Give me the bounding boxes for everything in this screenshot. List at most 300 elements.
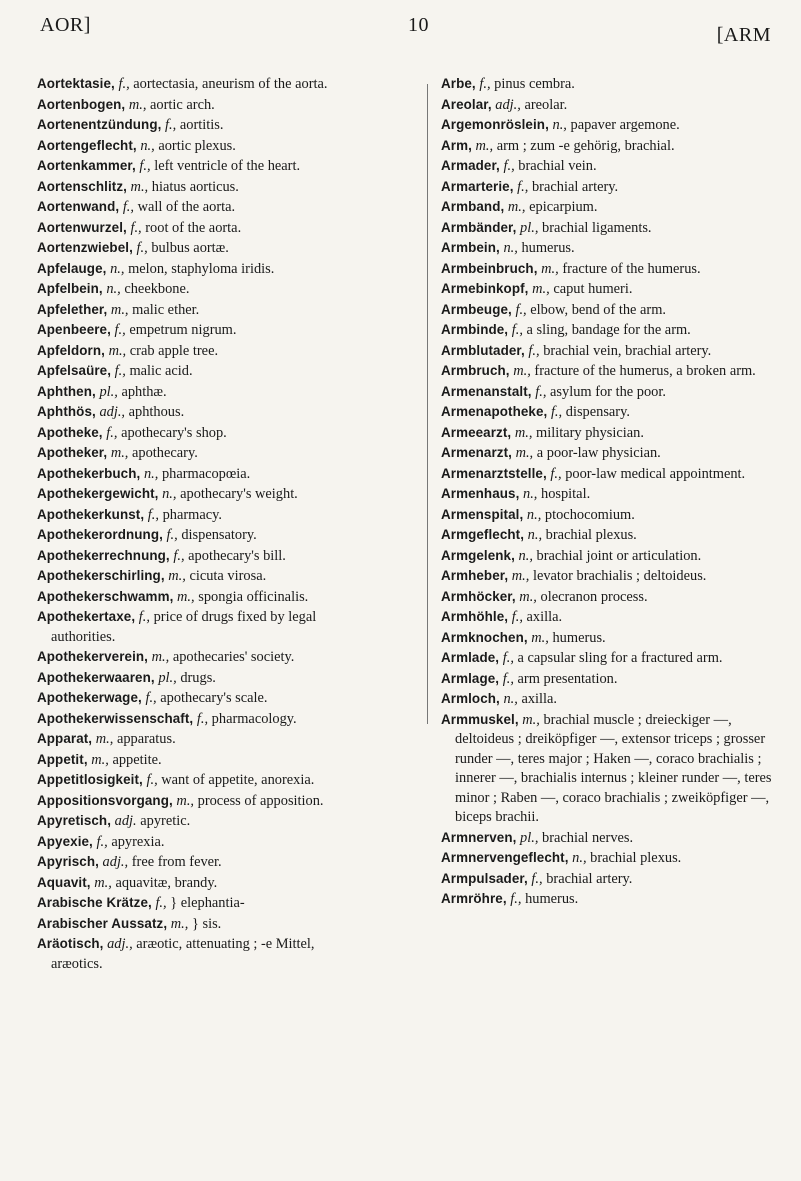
entry-headword: Armknochen, [441,629,528,645]
entry-grammar: m., [110,445,129,461]
entry-definition: pharmacology. [211,710,297,727]
dictionary-entry [441,423,776,444]
entry-grammar: f., [531,870,543,887]
entry-definition: pharmacopœia. [161,465,251,482]
entry-headword: Arbe, [441,76,476,91]
entry-headword: Armgeflecht, [441,527,525,542]
entry-headword: Armader, [441,158,500,173]
entry-headword: Apyretisch, [37,813,112,828]
entry-grammar: m., [95,731,114,747]
entry-definition: appetite. [112,751,162,768]
entry-headword: Apothekerkunst, [37,506,145,522]
entry-headword: Armnerven, [441,829,517,845]
dictionary-entry [441,648,776,669]
entry-grammar: f., [510,891,522,907]
entry-headword: Apothekerwissenschaft, [37,710,194,726]
dictionary-entry [441,320,776,341]
entry-definition: arm presentation. [517,670,618,687]
entry-grammar: m., [91,751,109,768]
dictionary-entry [37,279,367,300]
dictionary-entry [441,156,776,177]
dictionary-entry [441,848,776,869]
entry-definition: axilla. [526,609,563,625]
entry-grammar: f., [96,833,108,850]
entry-definition: spongia officinalis. [198,588,309,605]
entry-definition: fracture of the humerus. [562,260,701,277]
entry-headword: Aquavit, [37,874,91,890]
entry-grammar: n., [106,281,121,297]
column-divider [427,84,428,724]
entry-headword: Armenanstalt, [441,383,532,399]
entry-definition: brachial muscle ; dreieckiger —, deltoideus ; dreiköpfiger —, extensor triceps ; grosser runder —, teres major ; Haken —, coraco brachialis ; innerer —, brachialis internus ; kleiner runder —, teres minor ; Raben —, coraco brachialis ; zweiköpfiger —, biceps brachii. [455,711,772,825]
entry-definition: aquavitæ, brandy. [115,874,218,891]
entry-grammar: f., [114,363,126,379]
entry-headword: Aortektasie, [37,76,115,91]
entry-headword: Apfelsaüre, [37,363,112,378]
entry-grammar: f., [145,690,157,706]
entry-grammar: pl., [158,669,177,686]
dictionary-entry [441,628,776,649]
entry-definition: axilla. [521,691,558,707]
dictionary-entry [37,484,367,505]
entry-headword: Armloch, [441,691,500,706]
dictionary-entry [37,423,367,444]
entry-grammar: pl., [520,219,539,236]
entry-grammar: m., [519,588,537,605]
dictionary-entry [441,136,776,157]
entry-definition: brachial artery. [531,178,619,195]
entry-grammar: f., [114,322,126,338]
entry-definition: aortectasia, aneurism of the aorta. [133,76,328,92]
dictionary-entry [37,770,367,791]
dictionary-entry [37,791,367,812]
entry-grammar: m., [515,445,534,461]
dictionary-entry [37,156,367,177]
entry-headword: Armlage, [441,670,500,686]
entry-headword: Armbinde, [441,322,509,337]
entry-headword: Armbänder, [441,219,517,235]
page-header [40,14,771,46]
entry-grammar: m., [177,588,195,605]
entry-definition: arm ; zum -e gehörig, brachial. [496,137,675,154]
entry-definition: left ventricle of the heart. [154,158,301,174]
entry-definition: price of drugs fixed by legal authorities. [51,609,317,645]
right-column [441,74,776,910]
entry-grammar: n., [526,506,542,523]
entry-grammar: adj., [107,936,133,952]
entry-definition: pinus cembra. [494,76,575,92]
dictionary-entry [441,587,776,608]
entry-grammar: n., [503,691,518,707]
entry-grammar: m., [176,792,195,809]
entry-definition: apothecary. [132,445,198,461]
entry-definition: aphthous. [128,404,185,420]
page-number: 10 [408,14,429,36]
dictionary-entry [37,914,367,935]
entry-grammar: n., [518,547,533,564]
entry-definition: papaver argemone. [570,117,680,133]
dictionary-entry [441,361,776,382]
entry-grammar: m., [130,178,149,195]
dictionary-entry [37,505,367,526]
entry-grammar: f., [147,506,159,523]
entry-definition: asylum for the poor. [550,383,666,400]
dictionary-entry [441,218,776,239]
dictionary-entry [37,238,367,259]
entry-definition: apothecary's shop. [121,424,227,441]
entry-definition: melon, staphyloma iridis. [128,260,275,277]
dictionary-entry [37,811,367,832]
entry-grammar: m., [511,568,530,584]
dictionary-entry [37,300,367,321]
entry-headword: Apotheker, [37,445,108,460]
entry-headword: Armenspital, [441,506,524,522]
entry-grammar: n., [527,527,543,543]
entry-grammar: pl., [99,383,118,400]
entry-headword: Armband, [441,199,505,214]
entry-grammar: n., [110,260,125,277]
entry-grammar: f., [139,158,151,174]
entry-headword: Armhöhle, [441,609,509,624]
entry-definition: aræotic, attenuating ; -e Mittel, aræotics. [51,936,315,972]
entry-grammar: n., [572,850,587,866]
entry-headword: Armenapotheke, [441,404,548,419]
entry-grammar: f., [130,219,142,236]
entry-definition: brachial plexus. [545,527,637,543]
dictionary-entry [441,607,776,628]
entry-grammar: m., [507,199,526,215]
entry-headword: Aortenschlitz, [37,178,127,194]
entry-grammar: m., [522,711,540,728]
entry-grammar: m., [110,301,129,318]
dictionary-entry [37,443,367,464]
entry-headword: Armebinkopf, [441,281,529,296]
entry-definition: a sling, bandage for the arm. [526,322,691,338]
entry-definition: levator brachialis ; deltoideus. [532,568,707,584]
entry-grammar: m., [151,649,170,665]
dictionary-entry [37,320,367,341]
entry-definition: malic ether. [132,301,200,318]
dictionary-entry [441,869,776,890]
dictionary-entry [37,464,367,485]
entry-grammar: f., [503,158,515,174]
entry-definition: elbow, bend of the arm. [530,301,666,318]
dictionary-entry [37,382,367,403]
dictionary-entry [37,709,367,730]
entry-headword: Apothekerwage, [37,690,142,705]
entry-definition: epicarpium. [529,199,598,215]
entry-headword: Armgelenk, [441,547,515,563]
entry-grammar: f., [550,404,563,420]
dictionary-entry [441,484,776,505]
entry-definition: apyrexia. [111,833,165,850]
dictionary-entry [37,587,367,608]
entry-definition: aortic plexus. [158,137,236,154]
left-column [37,74,367,974]
entry-headword: Aortenwurzel, [37,219,127,235]
entry-headword: Aortenkammer, [37,158,136,173]
entry-grammar: f., [479,76,491,92]
entry-grammar: n., [162,486,177,502]
entry-headword: Aortenbogen, [37,96,126,112]
entry-grammar: f., [138,609,150,625]
dictionary-entry [37,95,367,116]
dictionary-entry [37,197,367,218]
entry-definition: } elephantia- [170,895,245,911]
dictionary-entry [37,607,367,647]
entry-definition: brachial plexus. [590,850,682,866]
entry-definition: aortitis. [179,117,224,133]
entry-grammar: n., [140,137,155,154]
entry-headword: Argemonröslein, [441,117,549,132]
dictionary-entry [441,505,776,526]
entry-definition: apothecary's scale. [160,690,268,706]
dictionary-entry [441,464,776,485]
entry-headword: Apothekerschwamm, [37,588,174,604]
entry-headword: Apothekerbuch, [37,465,141,481]
entry-definition: caput humeri. [553,281,633,297]
entry-grammar: m., [170,915,189,932]
dictionary-entry [441,279,776,300]
entry-grammar: f., [196,710,209,727]
entry-headword: Arabischer Aussatz, [37,915,168,931]
entry-headword: Apothekerordnung, [37,527,163,542]
dictionary-entry [37,852,367,873]
dictionary-entry [37,115,367,136]
entry-headword: Appositionsvorgang, [37,792,173,808]
entry-grammar: f., [502,650,514,666]
entry-definition: apothecary's weight. [180,486,298,502]
entry-headword: Aphthen, [37,383,96,399]
entry-headword: Armpulsader, [441,870,528,886]
entry-headword: Aortengeflecht, [37,137,137,153]
dictionary-entry [441,889,776,910]
entry-headword: Armarterie, [441,178,514,194]
entry-grammar: n., [503,240,518,256]
entry-definition: malic acid. [129,363,193,379]
entry-grammar: m., [168,568,186,584]
dictionary-entry [37,177,367,198]
entry-definition: brachial ligaments. [542,219,652,236]
entry-definition: apothecaries' society. [172,649,295,665]
entry-headword: Apothekerschirling, [37,568,165,583]
entry-headword: Apfelbein, [37,281,103,296]
entry-headword: Arabische Krätze, [37,895,152,910]
entry-definition: empetrum nigrum. [129,322,237,338]
entry-headword: Aortenwand, [37,199,120,214]
entry-headword: Aortenentzündung, [37,117,162,132]
entry-headword: Armblutader, [441,342,525,358]
entry-headword: Armbeinbruch, [441,260,538,276]
entry-headword: Armbein, [441,240,500,255]
dictionary-entry [37,893,367,914]
entry-definition: hiatus aorticus. [151,178,239,195]
dictionary-entry [441,197,776,218]
entry-grammar: m., [514,424,533,441]
dictionary-entry [37,873,367,894]
entry-definition: cheekbone. [124,281,190,297]
entry-grammar: f., [146,772,158,788]
entry-definition: aphthæ. [121,383,167,400]
entry-headword: Armenarzt, [441,445,512,460]
entry-definition: humerus. [525,891,579,907]
entry-definition: cicuta virosa. [189,568,267,584]
dictionary-entry [441,710,776,828]
entry-definition: want of appetite, anorexia. [161,772,315,788]
entry-grammar: f., [173,547,185,564]
entry-grammar: m., [108,342,127,359]
entry-headword: Armmuskel, [441,711,519,727]
entry-headword: Armhöcker, [441,588,516,604]
entry-grammar: f., [136,240,148,256]
entry-headword: Appetitlosigkeit, [37,772,143,787]
dictionary-entry [441,828,776,849]
dictionary-entry [37,750,367,771]
entry-definition: olecranon process. [540,588,648,605]
dictionary-entry [441,259,776,280]
entry-definition: ptochocomium. [544,506,635,523]
entry-definition: aortic arch. [150,96,215,113]
dictionary-entry [37,668,367,689]
entry-definition: military physician. [536,424,644,441]
entry-grammar: adj., [99,404,126,420]
entry-grammar: m., [531,629,549,646]
entry-grammar: adj., [102,854,129,870]
entry-definition: dispensary. [565,404,630,420]
entry-headword: Apenbeere, [37,322,111,337]
entry-headword: Apfelauge, [37,260,107,276]
entry-definition: fracture of the humerus, a broken arm. [534,363,756,379]
dictionary-entry [37,729,367,750]
entry-headword: Areolar, [441,96,492,112]
header-right-guide-word: [ARM [716,24,771,46]
entry-grammar: n., [143,465,159,482]
dictionary-entry [37,402,367,423]
entry-headword: Aortenzwiebel, [37,240,133,255]
entry-grammar: f., [528,342,540,359]
dictionary-entry [441,525,776,546]
dictionary-entry [37,546,367,567]
entry-grammar: f., [517,178,529,195]
entry-definition: wall of the aorta. [137,199,236,215]
dictionary-entry [37,218,367,239]
entry-definition: free from fever. [131,854,222,870]
dictionary-entry [441,95,776,116]
dictionary-entry [441,689,776,710]
dictionary-entry [441,341,776,362]
entry-grammar: f., [118,76,130,92]
entry-grammar: m., [128,96,147,113]
dictionary-entry [441,402,776,423]
entry-grammar: pl., [520,829,539,846]
entry-headword: Apothekergewicht, [37,486,159,501]
dictionary-entry [441,115,776,136]
entry-grammar: f., [511,609,523,625]
entry-headword: Armnervengeflecht, [441,850,569,865]
entry-definition: root of the aorta. [145,219,242,236]
entry-definition: a poor-law physician. [536,445,661,461]
entry-definition: poor-law medical appointment. [565,465,746,482]
entry-grammar: f., [550,465,562,482]
entry-headword: Apfelether, [37,301,108,317]
entry-headword: Apothekerverein, [37,649,148,664]
entry-grammar: f., [535,383,547,400]
entry-definition: process of apposition. [197,792,324,809]
entry-definition: pharmacy. [162,506,222,523]
entry-grammar: adj., [495,96,521,113]
entry-headword: Armröhre, [441,891,507,906]
entry-headword: Apothekerrechnung, [37,547,170,563]
dictionary-entry [441,382,776,403]
entry-grammar: f., [166,527,178,543]
entry-headword: Appetit, [37,751,88,767]
dictionary-entry [441,566,776,587]
entry-headword: Arm, [441,137,472,153]
entry-definition: crab apple tree. [129,342,219,359]
entry-headword: Armheber, [441,568,509,583]
entry-headword: Apothekerwaaren, [37,669,155,685]
dictionary-entry [37,259,367,280]
entry-definition: brachial nerves. [542,829,634,846]
entry-definition: brachial vein, brachial artery. [543,342,712,359]
entry-definition: apyretic. [140,813,191,829]
entry-headword: Apparat, [37,731,93,746]
entry-definition: brachial vein. [518,158,597,174]
dictionary-entry [37,934,367,974]
entry-definition: humerus. [552,629,606,646]
entry-grammar: m., [541,260,559,277]
dictionary-entry [441,669,776,690]
entry-grammar: f., [106,424,118,441]
entry-headword: Armlade, [441,650,500,665]
entry-headword: Aphthös, [37,404,96,419]
entry-grammar: m., [532,281,550,297]
entry-definition: humerus. [521,240,575,256]
dictionary-entry [441,546,776,567]
entry-definition: hospital. [541,486,591,502]
entry-definition: apothecary's bill. [188,547,286,564]
entry-grammar: f., [155,895,167,911]
entry-grammar: n., [552,117,567,133]
dictionary-entry [441,443,776,464]
entry-definition: areolar. [524,96,568,113]
entry-grammar: adj. [114,813,137,829]
entry-definition: apparatus. [116,731,176,747]
entry-headword: Armbruch, [441,363,510,378]
entry-headword: Armenhaus, [441,486,520,501]
entry-definition: } sis. [191,915,222,932]
entry-grammar: m., [513,363,531,379]
entry-grammar: f., [502,670,514,687]
entry-grammar: m., [94,874,112,891]
entry-grammar: n., [523,486,538,502]
dictionary-entry [37,566,367,587]
entry-grammar: f., [511,322,523,338]
entry-headword: Armeearzt, [441,424,512,440]
entry-definition: brachial joint or articulation. [536,547,702,564]
entry-grammar: f., [122,199,135,215]
entry-headword: Aräotisch, [37,936,104,951]
entry-grammar: f., [515,301,527,318]
entry-definition: brachial artery. [546,870,633,887]
entry-grammar: m., [475,137,494,154]
dictionary-entry [441,238,776,259]
entry-definition: bulbus aortæ. [151,240,229,256]
dictionary-entry [37,361,367,382]
dictionary-entry [37,647,367,668]
dictionary-entry [37,136,367,157]
entry-grammar: f., [165,117,177,133]
